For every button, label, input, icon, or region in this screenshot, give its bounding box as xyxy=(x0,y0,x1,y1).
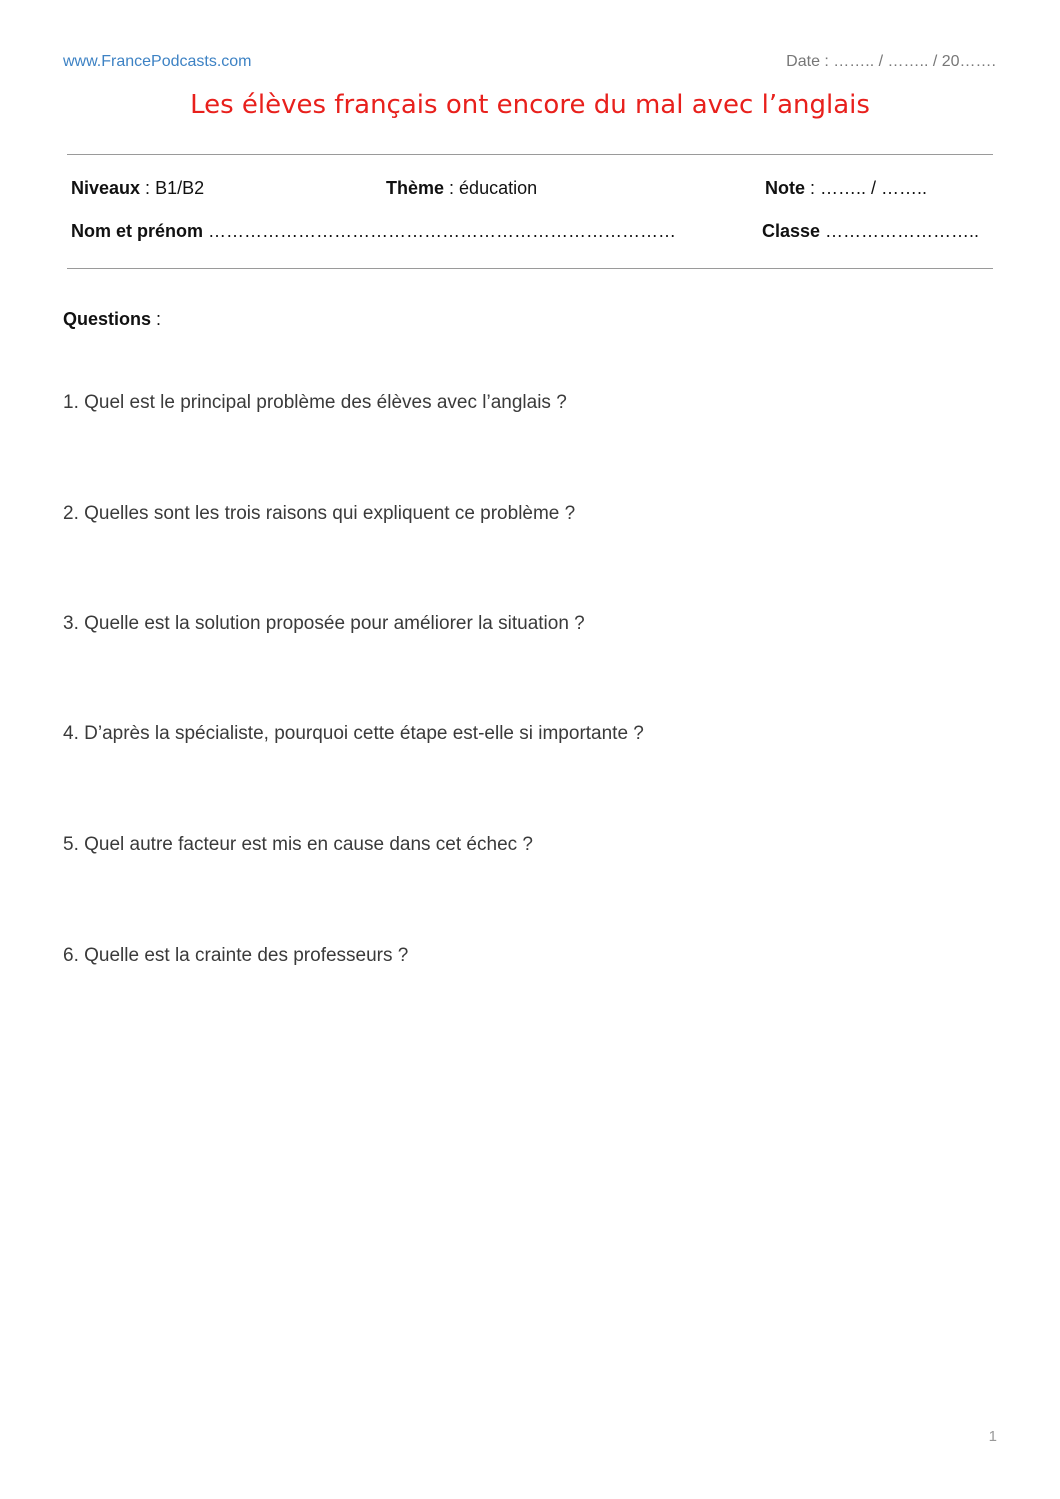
question-1: 1. Quel est le principal problème des élèves avec l’anglais ? xyxy=(63,392,567,413)
nom-blank: …………………………………………………………………… xyxy=(203,221,677,241)
niveaux-label: Niveaux xyxy=(71,178,141,198)
theme-field xyxy=(386,178,537,199)
question-5: 5. Quel autre facteur est mis en cause dans cet échec ? xyxy=(63,834,533,855)
questions-suffix: : xyxy=(151,309,162,329)
niveaux-value: B1/B2 xyxy=(155,178,205,198)
theme-separator: : xyxy=(444,178,460,198)
theme-value: éducation xyxy=(459,178,538,198)
question-4: 4. D’après la spécialiste, pourquoi cette étape est-elle si importante ? xyxy=(63,723,644,744)
niveaux-field xyxy=(71,178,204,199)
note-value: …….. / …….. xyxy=(820,178,928,198)
note-field xyxy=(765,178,927,199)
top-divider xyxy=(67,154,993,155)
classe-blank: …………………….. xyxy=(820,221,980,241)
classe-label: Classe xyxy=(762,221,821,241)
questions-heading xyxy=(63,309,161,330)
question-3: 3. Quelle est la solution proposée pour améliorer la situation ? xyxy=(63,613,585,634)
nom-label: Nom et prénom xyxy=(71,221,204,241)
note-separator: : xyxy=(805,178,821,198)
question-6: 6. Quelle est la crainte des professeurs ? xyxy=(63,945,409,966)
theme-label: Thème xyxy=(386,178,445,198)
nom-field xyxy=(71,221,676,242)
bottom-divider xyxy=(67,268,993,269)
page-title: Les élèves français ont encore du mal avec l’anglais xyxy=(190,90,870,120)
questions-label: Questions xyxy=(63,309,152,329)
page-number: 1 xyxy=(988,1428,997,1445)
site-link[interactable]: www.FrancePodcasts.com xyxy=(63,53,252,70)
classe-field xyxy=(762,221,979,242)
niveaux-separator: : xyxy=(140,178,156,198)
date-field: Date : …….. / …….. / 20……. xyxy=(786,53,996,70)
note-label: Note xyxy=(765,178,805,198)
question-2: 2. Quelles sont les trois raisons qui expliquent ce problème ? xyxy=(63,503,576,524)
